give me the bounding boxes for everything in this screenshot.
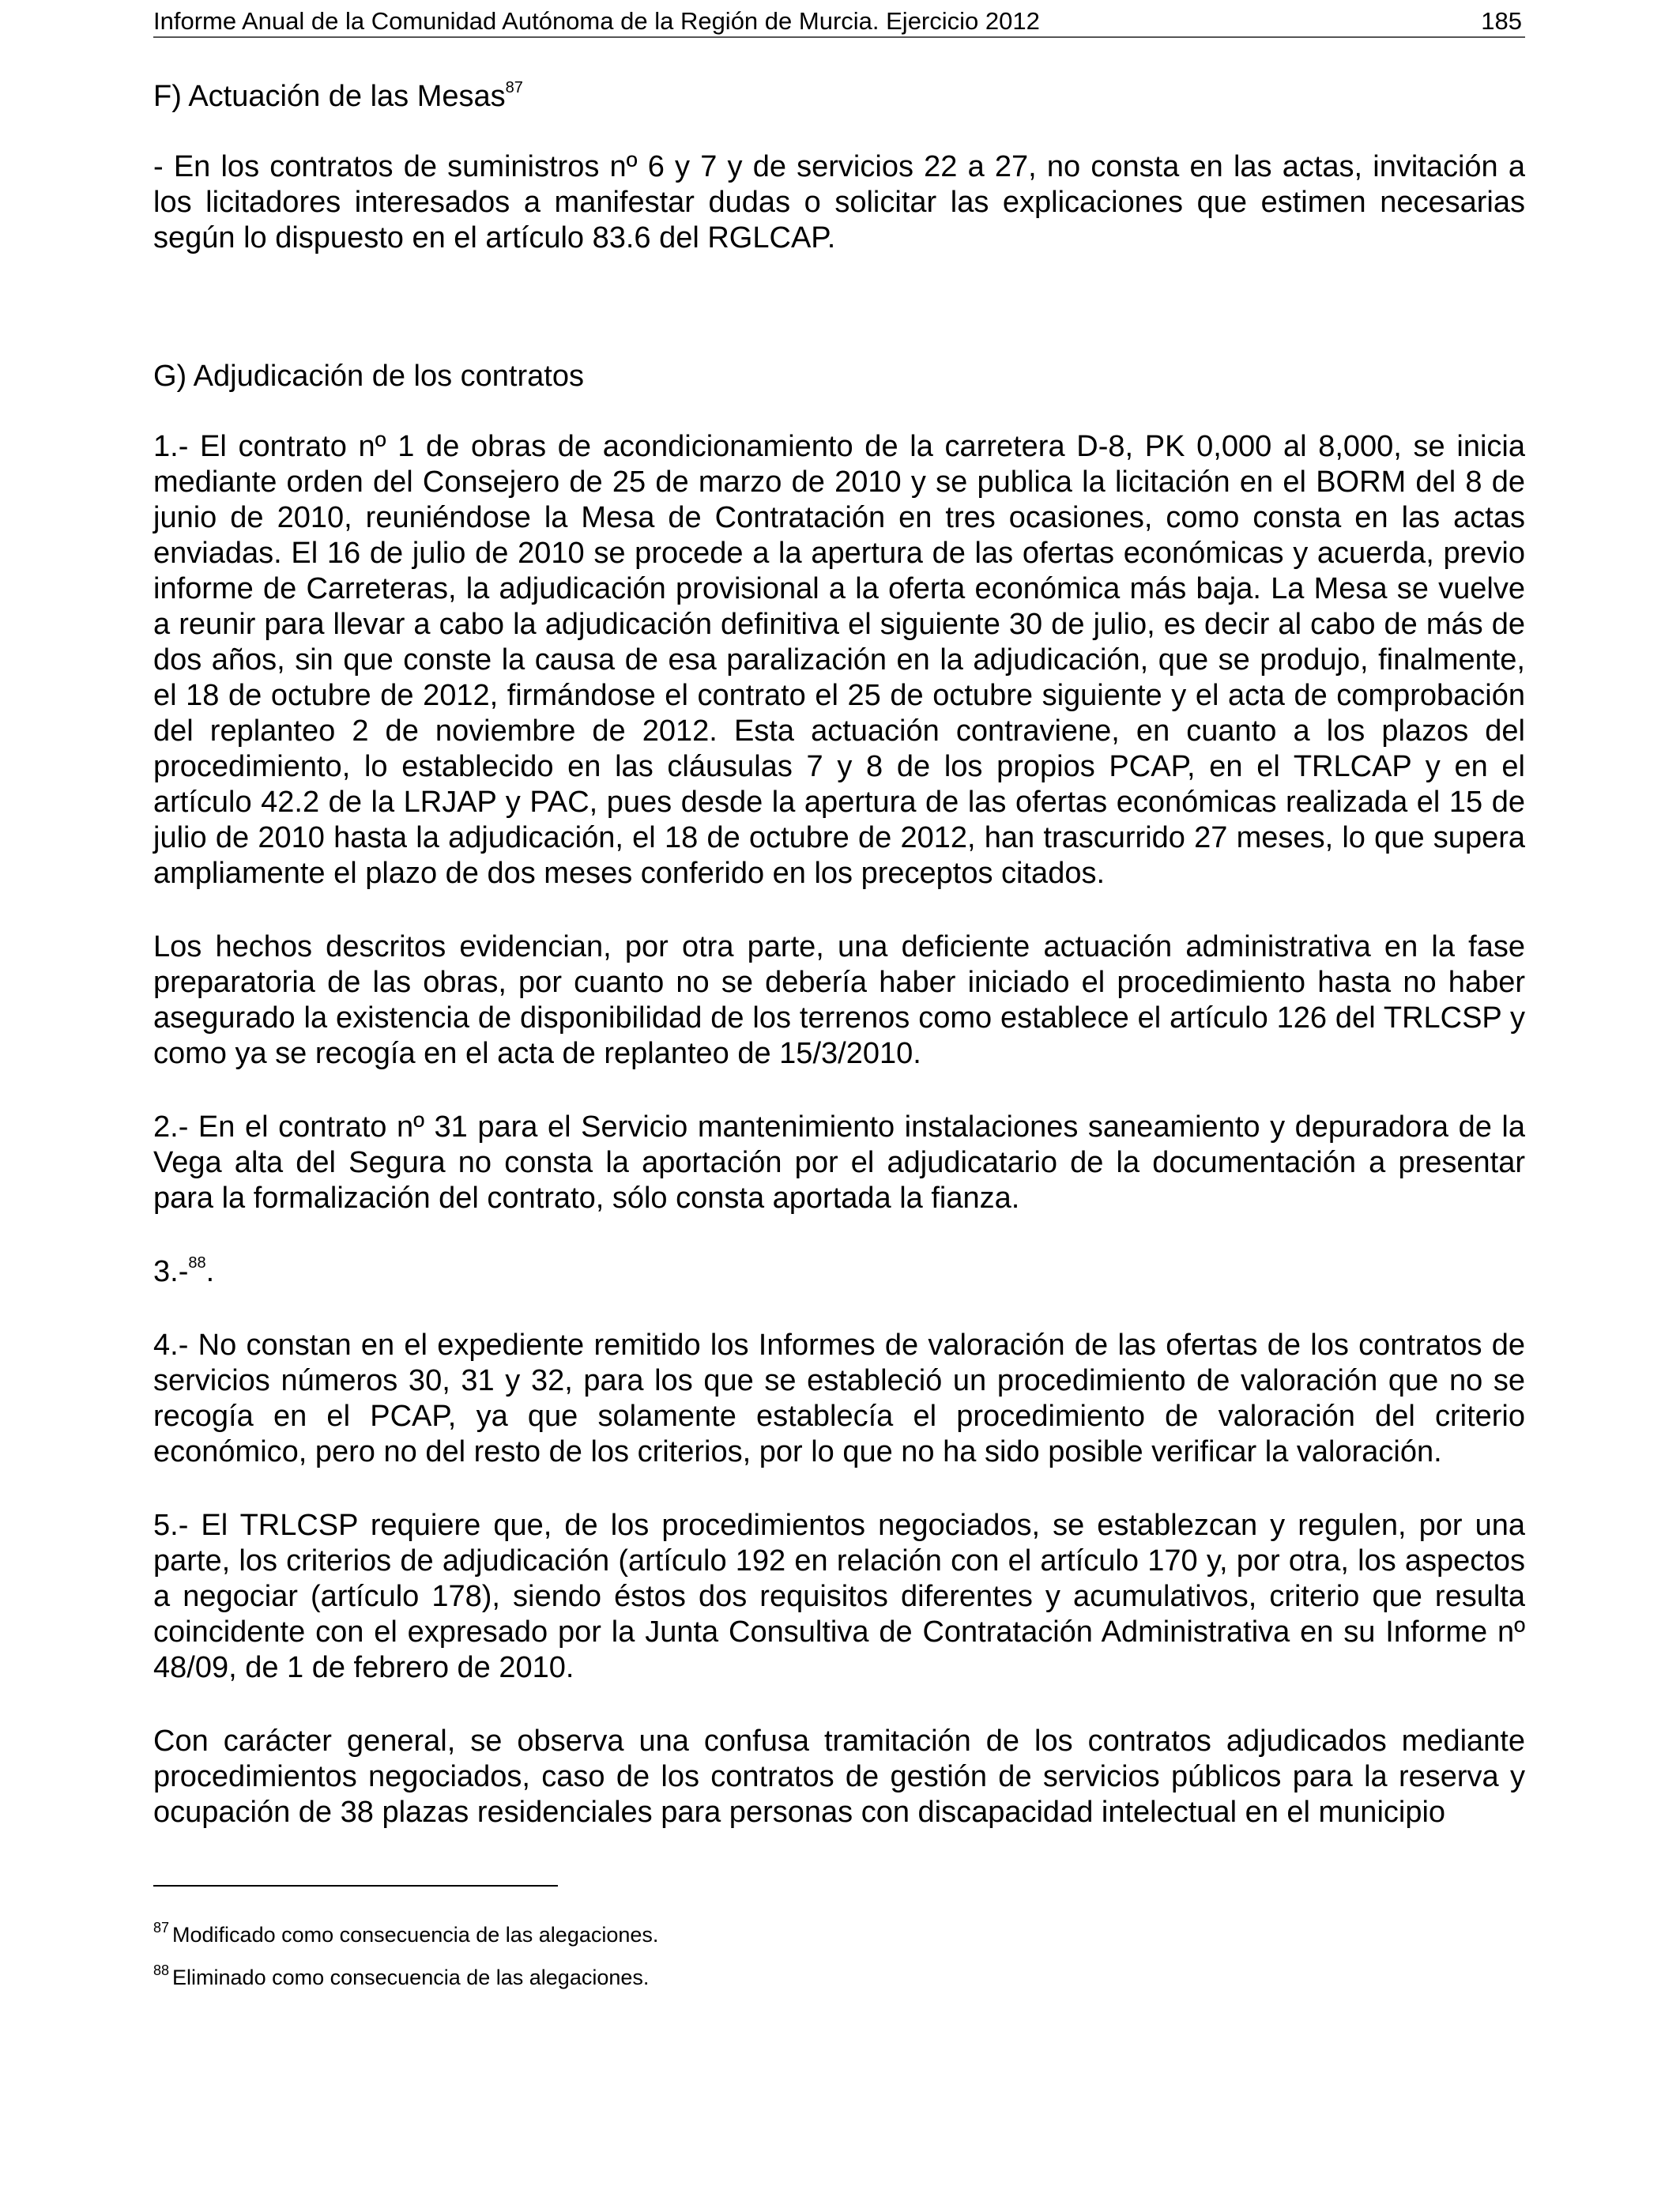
section-heading-g: G) Adjudicación de los contratos — [153, 360, 584, 393]
section-heading-f — [153, 79, 1525, 115]
section-heading-f-text: F) Actuación de las Mesas — [153, 80, 506, 113]
mesas-paragraph: - En los contratos de suministros nº 6 y 7 y de servicios 22 a 27, no consta en las actas, invitación a los licitadores interesados a manifestar dudas o solicitar las explicaciones que estimen necesarias según lo dispuesto en el artículo 83.6 del RGLCAP. — [153, 150, 1525, 254]
footnote-number: 87 — [153, 1920, 170, 1936]
item-3-suffix: . — [205, 1255, 215, 1288]
footnote-separator — [153, 1885, 558, 1887]
item-5-followup-paragraph: Con carácter general, se observa una confusa tramitación de los contratos adjudicados mediante procedimientos negociados, caso de los contratos de gestión de servicios públicos para la reserva y ocupación de 38 plazas residenciales para personas con discapacidad intelectual en el municipio — [153, 1725, 1525, 1829]
item-2-paragraph: 2.- En el contrato nº 31 para el Servicio mantenimiento instalaciones saneamiento y depuradora de la Vega alta del Segura no consta la aportación por el adjudicatario de la documentación a presentar para la formalización del contrato, sólo consta aportada la fianza. — [153, 1110, 1525, 1215]
footnote-87 — [153, 1922, 1525, 1947]
item-1-followup-paragraph: Los hechos descritos evidencian, por otra parte, una deficiente actuación administrativa en la fase preparatoria de las obras, por cuanto no se debería haber iniciado el procedimiento hasta no haber asegurado la existencia de disponibilidad de los terrenos como establece el artículo 126 del TRLCSP y como ya se recogía en el acta de replanteo de 15/3/2010. — [153, 930, 1525, 1070]
footnote-text: Eliminado como consecuencia de las alegaciones. — [172, 1966, 650, 1989]
main-content — [153, 79, 1525, 1830]
page-header — [153, 6, 1525, 38]
footnote-ref-88: 88 — [188, 1254, 206, 1272]
footnote-88 — [153, 1962, 1525, 1990]
item-4-paragraph: 4.- No constan en el expediente remitido los Informes de valoración de las ofertas de los contratos de servicios números 30, 31 y 32, para los que se estableció un procedimiento de valoración que no se recogía en el PCAP, ya que solamente establecía el procedimiento de valoración del criterio económico, pero no del resto de los criterios, por lo que no ha sido posible verificar la valoración. — [153, 1329, 1525, 1468]
footnote-ref-87: 87 — [505, 79, 523, 96]
header-title: Informe Anual de la Comunidad Autónoma de la Región de Murcia. Ejercicio 2012 — [153, 7, 1040, 35]
footnote-number: 88 — [153, 1962, 170, 1978]
item-3-paragraph — [153, 1254, 1525, 1290]
footnotes — [153, 1922, 1525, 2007]
item-5-paragraph: 5.- El TRLCSP requiere que, de los procedimientos negociados, se establezcan y regulen, por una parte, los criterios de adjudicación (artículo 192 en relación con el artículo 170 y, por otra, los aspectos a negociar (artículo 178), siendo éstos dos requisitos diferentes y acumulativos, criterio que resulta coincidente con el expresado por la Junta Consultiva de Contratación Administrativa en su Informe nº 48/09, de 1 de febrero de 2010. — [153, 1509, 1525, 1684]
item-3-prefix: 3.- — [153, 1255, 189, 1288]
footnote-text: Modificado como consecuencia de las alegaciones. — [172, 1923, 659, 1947]
item-1-paragraph: 1.- El contrato nº 1 de obras de acondicionamiento de la carretera D-8, PK 0,000 al 8,000, se inicia mediante orden del Consejero de 25 de marzo de 2010 y se publica la licitación en el BORM del 8 de junio de 2010, reuniéndose la Mesa de Contratación en tres ocasiones, como consta en las actas enviadas. El 16 de julio de 2010 se procede a la apertura de las ofertas económicas y acuerda, previo informe de Carreteras, la adjudicación provisional a la oferta económica más baja. La Mesa se vuelve a reunir para llevar a cabo la adjudicación definitiva el siguiente 30 de julio, es decir al cabo de más de dos años, sin que conste la causa de esa paralización en la adjudicación, que se produjo, finalmente, el 18 de octubre de 2012, firmándose el contrato el 25 de octubre siguiente y el acta de comprobación del replanteo 2 de noviembre de 2012. Esta actuación contraviene, en cuanto a los plazos del procedimiento, lo establecido en las cláusulas 7 y 8 de los propios PCAP, en el TRLCAP y en el artículo 42.2 de la LRJAP y PAC, pues desde la apertura de las ofertas económicas realizada el 15 de julio de 2010 hasta la adjudicación, el 18 de octubre de 2012, han trascurrido 27 meses, lo que supera ampliamente el plazo de dos meses conferido en los preceptos citados. — [153, 430, 1525, 890]
page-number: 185 — [1481, 7, 1522, 35]
